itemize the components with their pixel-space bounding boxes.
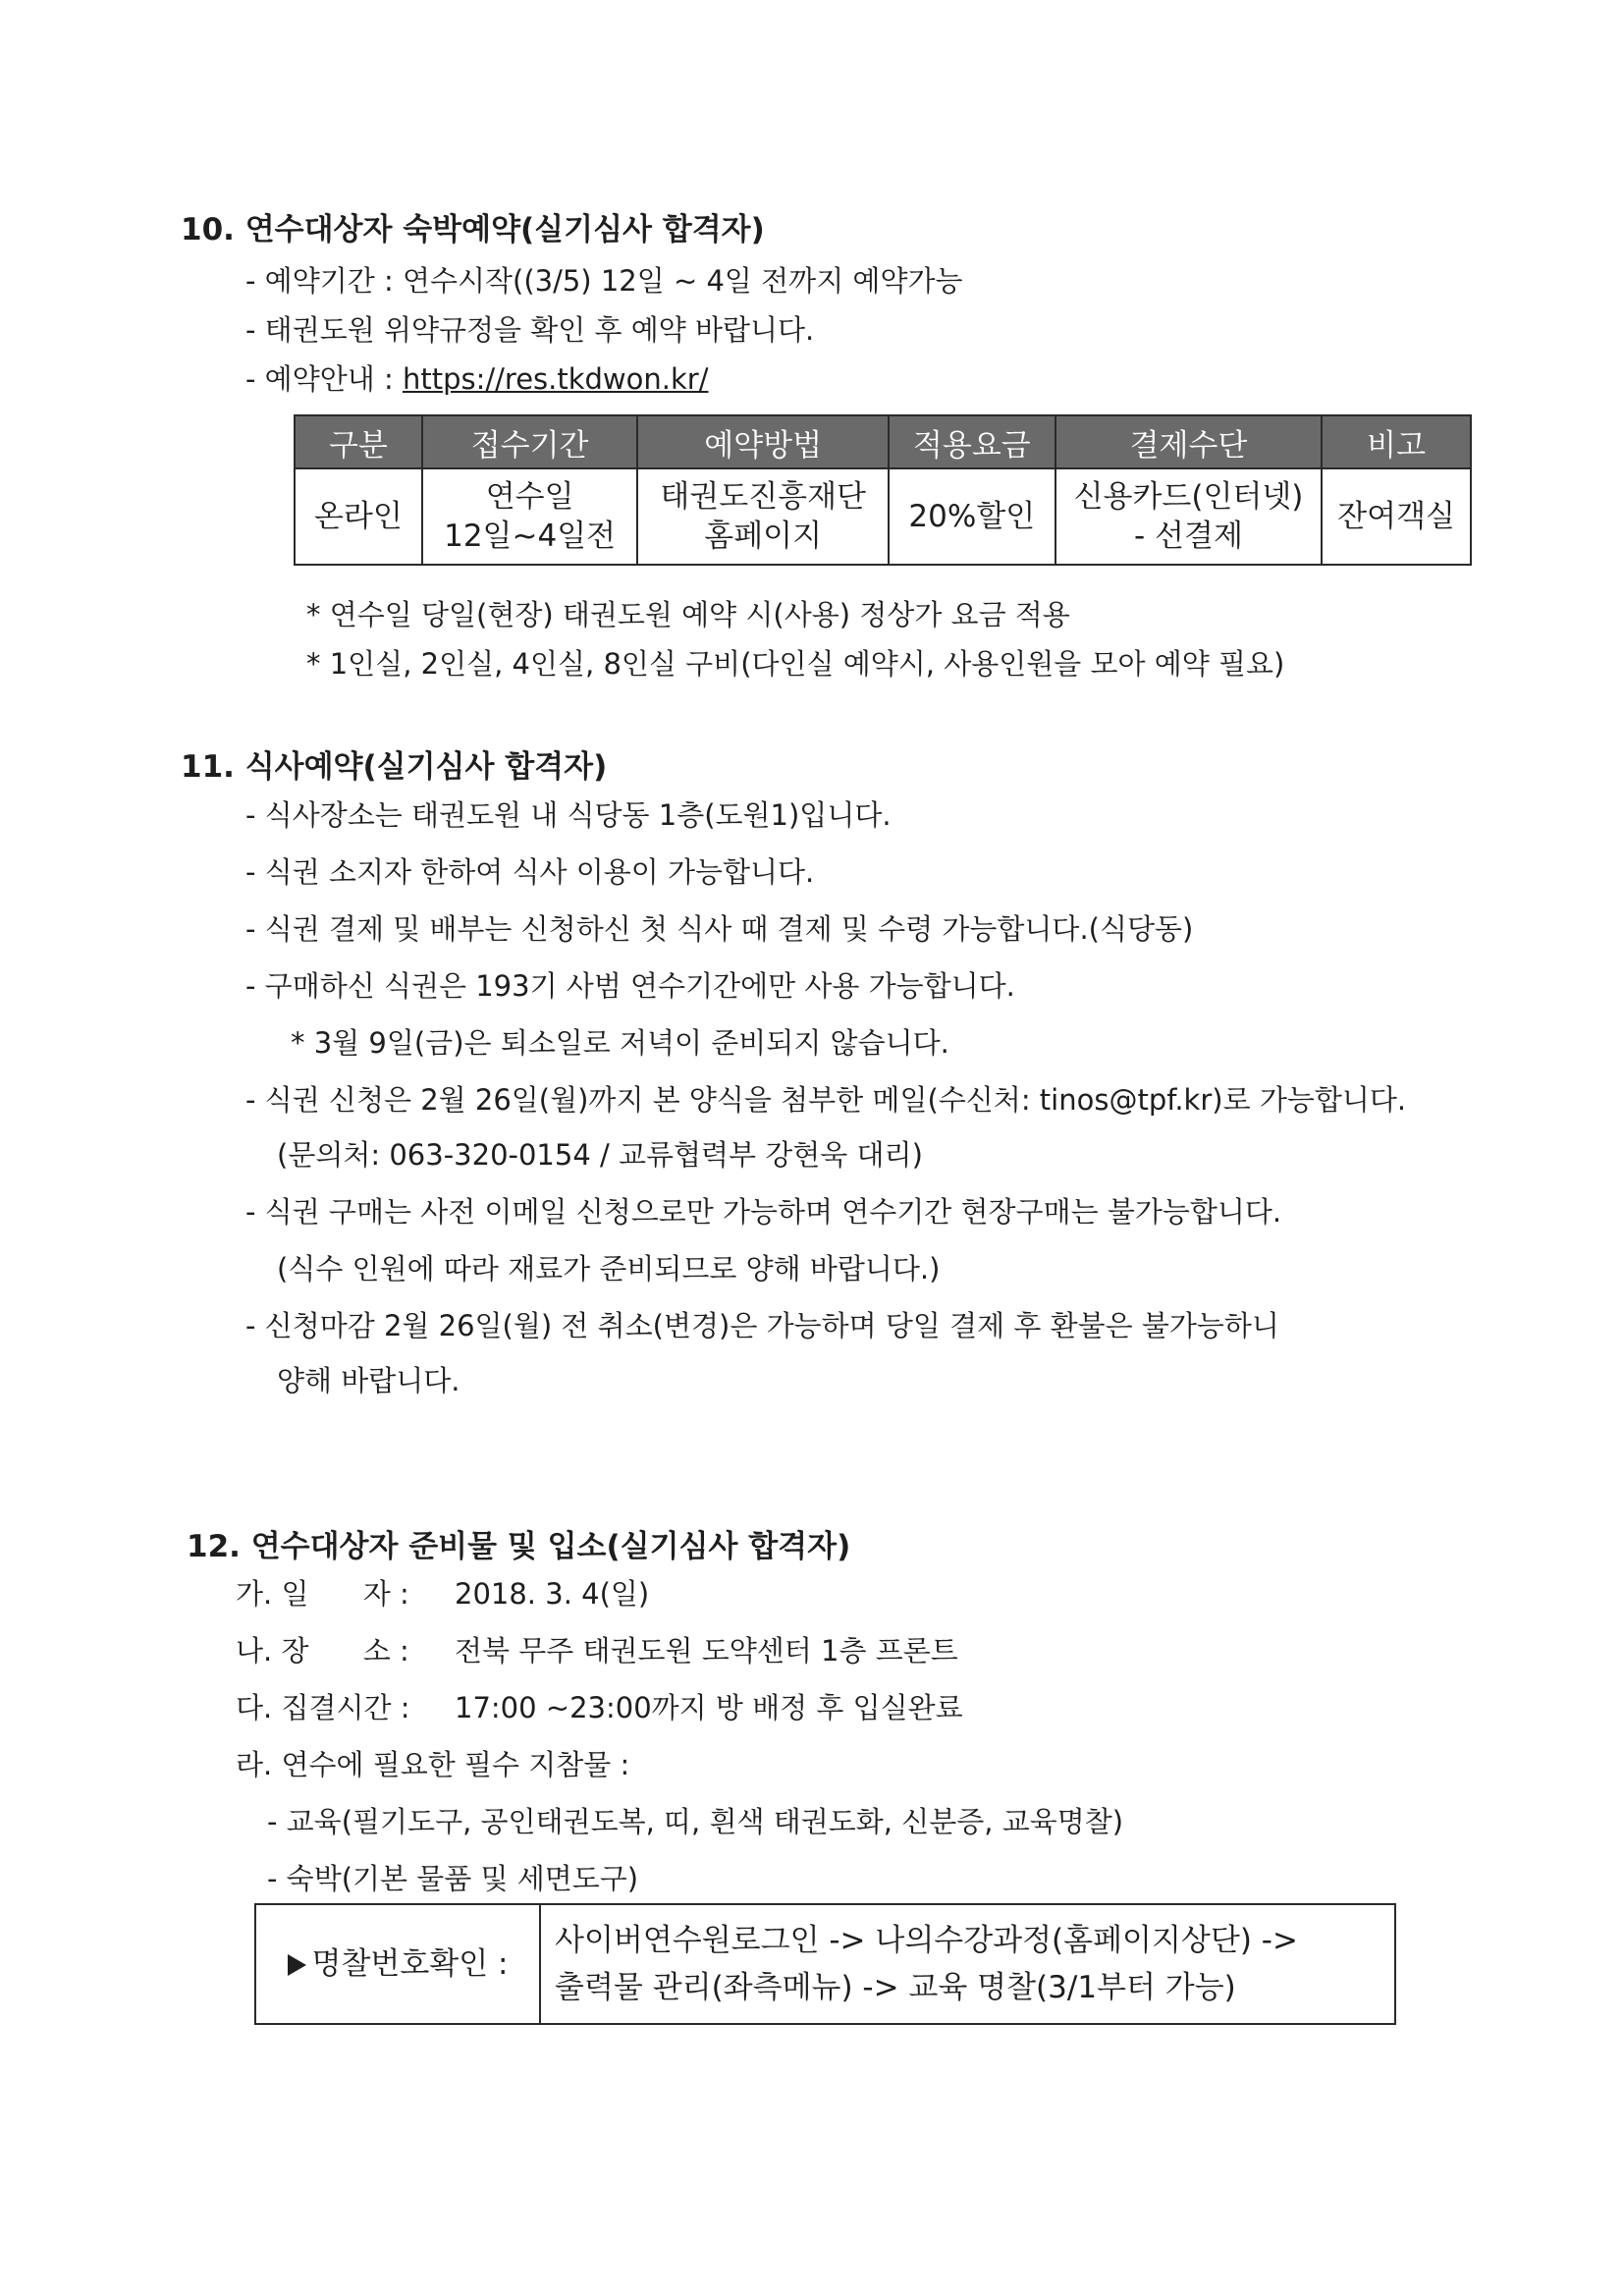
note-room-types: * 1인실, 2인실, 4인실, 8인실 구비(다인실 예약시, 사용인원을 모아 예약 필요)	[306, 647, 1285, 681]
cell-note: 잔여객실	[1322, 468, 1471, 565]
header-fee: 적용요금	[889, 415, 1055, 468]
badge-check-box	[254, 1903, 1396, 2025]
cell-fee: 20%할인	[889, 468, 1055, 565]
reservation-table	[294, 414, 1472, 566]
section-11-title: 11. 식사예약(실기심사 합격자)	[181, 749, 608, 785]
meal-line-8: - 식권 구매는 사전 이메일 신청으로만 가능하며 연수기간 현장구매는 불가능합니다.	[245, 1195, 1282, 1229]
meal-line-10: - 신청마감 2월 26일(월) 전 취소(변경)은 가능하며 당일 결제 후 환불은 불가능하니	[245, 1309, 1279, 1342]
triangle-right-icon	[288, 1954, 306, 1976]
cancellation-policy-line: - 태권도원 위약규정을 확인 후 예약 바랍니다.	[245, 313, 815, 347]
meal-line-9: (식수 인원에 따라 재료가 준비되므로 양해 바랍니다.)	[277, 1252, 941, 1285]
table-header-row	[295, 415, 1471, 468]
header-category: 구분	[295, 415, 422, 468]
reservation-guide-line	[245, 357, 708, 398]
meal-line-1: - 식사장소는 태권도원 내 식당동 1층(도원1)입니다.	[245, 798, 892, 832]
meal-line-3: - 식권 결제 및 배부는 신청하신 첫 식사 때 결제 및 수령 가능합니다.(식당동)	[245, 912, 1194, 946]
required-items-heading: 라. 연수에 필요한 필수 지참물 :	[236, 1748, 630, 1781]
meal-line-11: 양해 바랍니다.	[277, 1364, 460, 1397]
location-value: 전북 무주 태권도원 도약센터 1층 프론트	[455, 1634, 958, 1667]
gather-time-value: 17:00 ~23:00까지 방 배정 후 입실완료	[455, 1691, 963, 1724]
reservation-link[interactable]: https://res.tkdwon.kr/	[402, 362, 709, 396]
reservation-period-line: - 예약기간 : 연수시작((3/5) 12일 ~ 4일 전까지 예약가능	[245, 264, 963, 298]
header-period: 접수기간	[422, 415, 638, 468]
cell-period: 연수일 12일~4일전	[422, 468, 638, 565]
badge-instruction-line-1: 사이버연수원로그인 -> 나의수강과정(홈페이지상단) ->	[555, 1922, 1298, 1958]
section-10-title: 10. 연수대상자 숙박예약(실기심사 합격자)	[181, 212, 765, 247]
date-value: 2018. 3. 4(일)	[455, 1577, 650, 1611]
badge-check-label-cell	[255, 1904, 540, 2024]
location-label: 나. 장 소 :	[236, 1634, 409, 1667]
header-note: 비고	[1322, 415, 1471, 468]
section-12-title: 12. 연수대상자 준비물 및 입소(실기심사 합격자)	[187, 1529, 851, 1564]
meal-line-4: - 구매하신 식권은 193기 사범 연수기간에만 사용 가능합니다.	[245, 969, 1015, 1003]
required-items-education: - 교육(필기도구, 공인태권도복, 띠, 흰색 태권도화, 신분증, 교육명찰)	[267, 1805, 1124, 1838]
meal-line-7: (문의처: 063-320-0154 / 교류협력부 강현욱 대리)	[277, 1138, 923, 1172]
cell-method: 태권도진흥재단 홈페이지	[637, 468, 889, 565]
header-payment: 결제수단	[1055, 415, 1323, 468]
badge-check-instructions	[540, 1904, 1395, 2024]
badge-check-label: 명찰번호확인 :	[311, 1945, 509, 1982]
header-method: 예약방법	[637, 415, 889, 468]
cell-payment: 신용카드(인터넷) - 선결제	[1055, 468, 1323, 565]
meal-line-2: - 식권 소지자 한하여 식사 이용이 가능합니다.	[245, 855, 815, 889]
meal-line-5: * 3월 9일(금)은 퇴소일로 저녁이 준비되지 않습니다.	[291, 1026, 949, 1060]
meal-line-6: - 식권 신청은 2월 26일(월)까지 본 양식을 첨부한 메일(수신처: tinos@tpf.kr)로 가능합니다.	[245, 1083, 1407, 1117]
date-label: 가. 일 자 :	[236, 1577, 409, 1611]
gather-time-label: 다. 집결시간 :	[236, 1691, 410, 1724]
table-row	[255, 1904, 1395, 2024]
cell-category: 온라인	[295, 468, 422, 565]
table-row	[295, 468, 1471, 565]
badge-instruction-line-2: 출력물 관리(좌측메뉴) -> 교육 명찰(3/1부터 가능)	[555, 1970, 1236, 2005]
note-same-day: * 연수일 당일(현장) 태권도원 예약 시(사용) 정상가 요금 적용	[306, 598, 1070, 631]
required-items-lodging: - 숙박(기본 물품 및 세면도구)	[267, 1862, 639, 1895]
reservation-guide-label: - 예약안내 :	[245, 362, 403, 396]
